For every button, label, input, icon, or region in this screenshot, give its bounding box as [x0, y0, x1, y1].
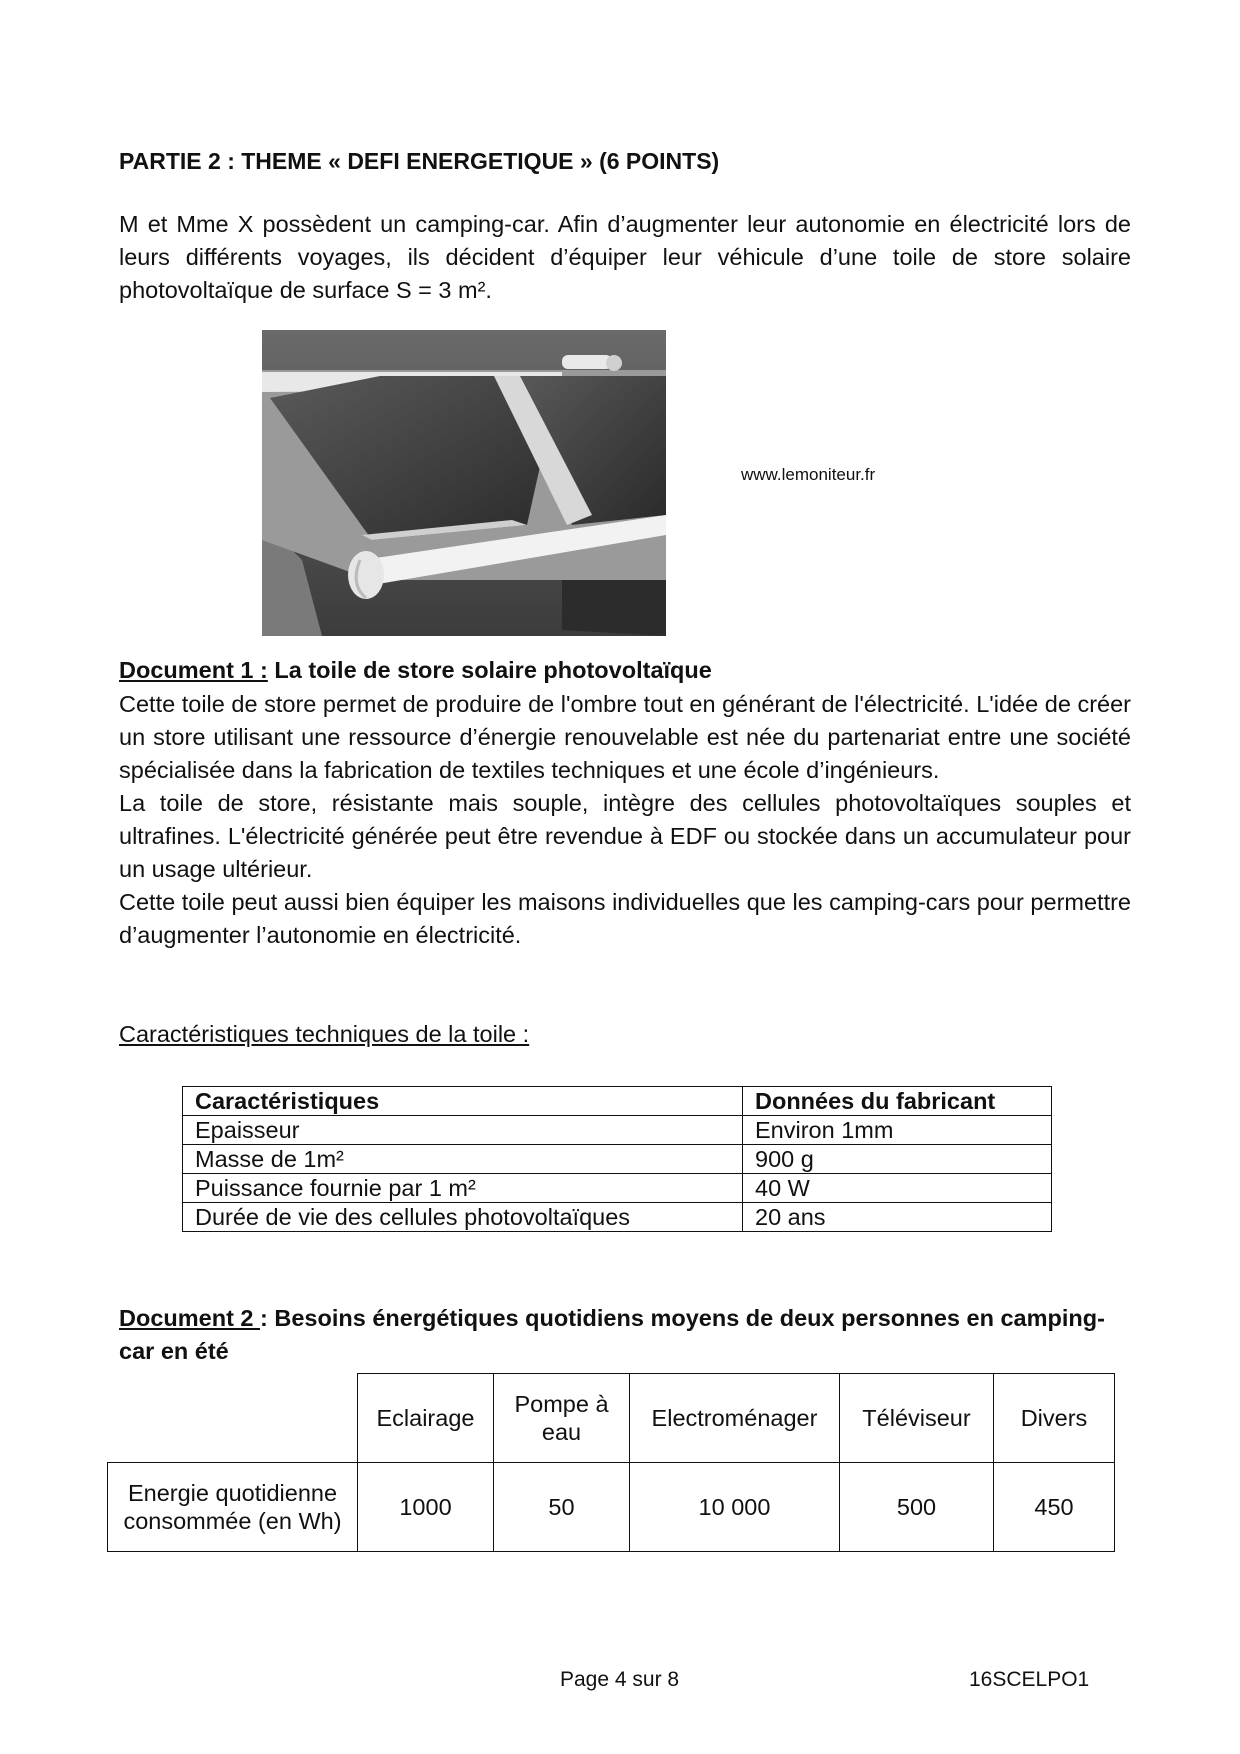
table-cell: 20 ans	[743, 1203, 1052, 1232]
table-row	[183, 1145, 1052, 1174]
table-header-cell: Caractéristiques	[183, 1087, 743, 1116]
specs-table	[182, 1086, 1052, 1232]
table-cell: Environ 1mm	[743, 1116, 1052, 1145]
table-cell: Durée de vie des cellules photovoltaïques	[183, 1203, 743, 1232]
table-cell: 900 g	[743, 1145, 1052, 1174]
table-header-row	[183, 1087, 1052, 1116]
document2-heading	[119, 1302, 1129, 1368]
table-row	[183, 1203, 1052, 1232]
table-cell: 1000	[358, 1463, 494, 1552]
table-cell: 40 W	[743, 1174, 1052, 1203]
document2-label: Document 2	[119, 1305, 261, 1331]
table-header-cell: Electroménager	[630, 1374, 840, 1463]
table-header-cell: Téléviseur	[840, 1374, 994, 1463]
document1-paragraph: Cette toile peut aussi bien équiper les maisons individuelles que les camping-cars pour permettre d’augmenter l’autonomie en électricité.	[119, 889, 1131, 948]
specs-caption: Caractéristiques techniques de la toile :	[119, 1021, 530, 1047]
document1-heading	[119, 657, 712, 684]
table-cell: Puissance fournie par 1 m²	[183, 1174, 743, 1203]
page-number: Page 4 sur 8	[560, 1668, 680, 1691]
table-header-cell: Eclairage	[358, 1374, 494, 1463]
table-row	[183, 1174, 1052, 1203]
solar-awning-photo	[262, 330, 666, 636]
table-header-cell: Pompe à eau	[494, 1374, 630, 1463]
table-header-cell: Divers	[994, 1374, 1115, 1463]
table-row-label: Energie quotidienne consommée (en Wh)	[108, 1463, 358, 1552]
table-cell: 450	[994, 1463, 1115, 1552]
table-cell: Masse de 1m²	[183, 1145, 743, 1174]
document-code: 16SCELPO1	[969, 1668, 1090, 1691]
section-heading: PARTIE 2 : THEME « DEFI ENERGETIQUE » (6 POINTS)	[119, 148, 720, 174]
energy-needs-table	[107, 1373, 1115, 1552]
photo-credit: www.lemoniteur.fr	[741, 465, 876, 484]
intro-paragraph: M et Mme X possèdent un camping-car. Afin d’augmenter leur autonomie en électricité lors de leurs différents voyages, ils décident d’équiper leur véhicule d’une toile de store solaire photovoltaïque de surface S = 3 m².	[119, 211, 1131, 303]
table-corner-cell	[108, 1374, 358, 1463]
table-cell: 50	[494, 1463, 630, 1552]
document2-title: : Besoins énergétiques quotidiens moyens de deux personnes en camping-car en été	[119, 1305, 1105, 1364]
document1-paragraph: Cette toile de store permet de produire de l'ombre tout en générant de l'électricité. L'idée de créer un store utilisant une ressource d’énergie renouvelable est née du partenariat entre une société spécialisée dans la fabrication de textiles techniques et une école d’ingénieurs.	[119, 691, 1131, 783]
document1-title: La toile de store solaire photovoltaïque	[267, 657, 712, 683]
document1-body	[119, 688, 1131, 952]
table-row	[183, 1116, 1052, 1145]
table-header-cell: Données du fabricant	[743, 1087, 1052, 1116]
document1-label: Document 1 :	[119, 657, 268, 683]
table-cell: Epaisseur	[183, 1116, 743, 1145]
table-cell: 10 000	[630, 1463, 840, 1552]
table-row	[108, 1463, 1115, 1552]
table-header-row	[108, 1374, 1115, 1463]
document1-paragraph: La toile de store, résistante mais souple, intègre des cellules photovoltaïques souples et ultrafines. L'électricité générée peut être revendue à EDF ou stockée dans un accumulateur pour un usage ultérieur.	[119, 790, 1131, 882]
table-cell: 500	[840, 1463, 994, 1552]
